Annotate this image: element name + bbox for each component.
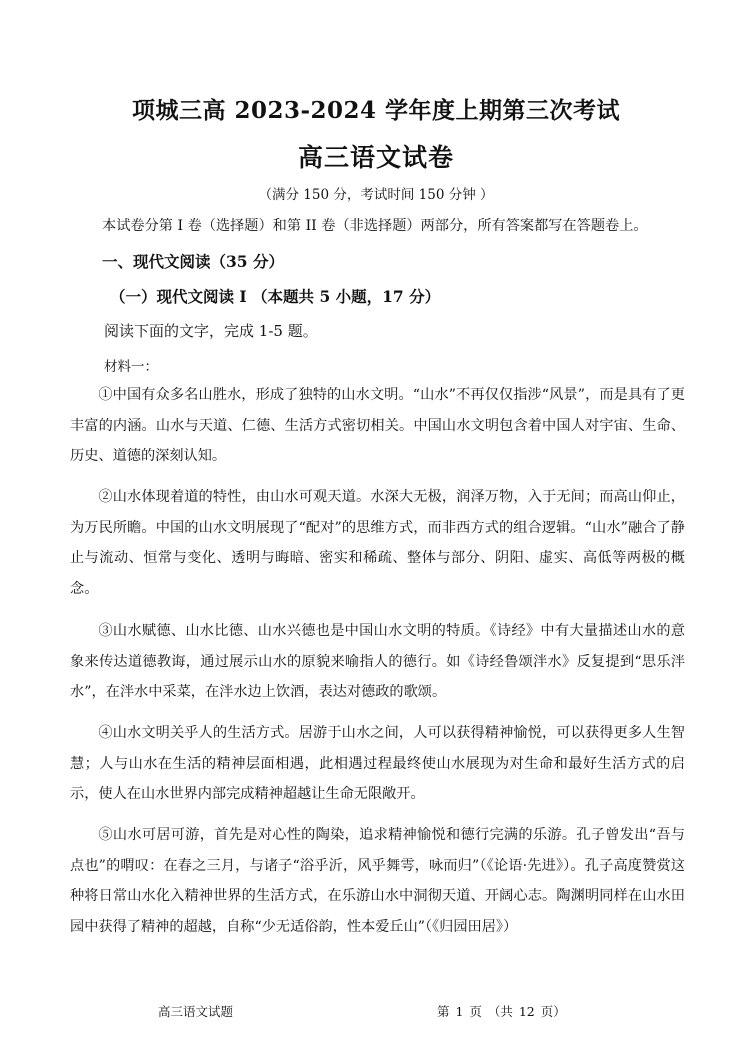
- section-heading: 一、现代文阅读（35 分）: [102, 252, 284, 271]
- paragraph-2: ②山水体现着道的特性，由山水可观天道。水深大无极，润泽万物，入于无间；而高山仰止，为万民所瞻。中国的山水文明展现了“配对”的思维方式，而非西方式的组合逻辑。“山水”融合了静止与流动、恒常与变化、透明与晦暗、密实和稀疏、整体与部分、阴阳、虚实、高低等两极的概念。: [70, 489, 685, 597]
- paragraph-1: ①中国有众多名山胜水，形成了独特的山水文明。“山水”不再仅仅指涉“风景”，而是具有了更丰富的内涵。山水与天道、仁德、生活方式密切相关。中国山水文明包含着中国人对宇宙、生命、历史、道德的深刻认知。: [70, 387, 685, 464]
- footer-label: 高三语文试题: [158, 1004, 234, 1019]
- paragraph-4: ④山水文明关乎人的生活方式。居游于山水之间，人可以获得精神愉悦，可以获得更多人生智慧；人与山水在生活的精神层面相遇，此相遇过程最终使山水展现为对生命和最好生活方式的启示，使人在山水世界内部完成精神超越让生命无限敞开。: [70, 725, 685, 802]
- page-number: 第 1 页 （共 12 页）: [437, 1004, 566, 1019]
- exam-title: 项城三高 2023-2024 学年度上期第三次考试: [131, 97, 621, 124]
- exam-intro: 本试卷分第 I 卷（选择题）和第 II 卷（非选择题）两部分，所有答案都写在答题卷上。: [102, 218, 648, 234]
- paragraph-5: ⑤山水可居可游，首先是对心性的陶染，追求精神愉悦和德行完满的乐游。孔子曾发出“吾与点也”的喟叹：在春之三月，与诸子“浴乎沂，风乎舞雩，咏而归”（《论语·先进》）。孔子高度赞赏这种将日常山水化入精神世界的生活方式，在乐游山水中洞彻天道、开阔心志。陶渊明同样在山水田园中获得了精神的超越，自称“少无适俗韵，性本爱丘山”（《归园田居》）: [70, 827, 685, 935]
- subsection-heading: （一）现代文阅读 I （本题共 5 小题，17 分）: [110, 287, 441, 306]
- paragraph-3: ③山水赋德、山水比德、山水兴德也是中国山水文明的特质。《诗经》中有大量描述山水的意象来传达道德教诲，通过展示山水的原貌来喻指人的德行。如《诗经鲁颂泮水》反复提到“思乐泮水”，在泮水中采菜，在泮水边上饮酒，表达对德政的歌颂。: [70, 623, 685, 700]
- exam-subtitle: 高三语文试卷: [297, 143, 454, 172]
- reading-instruction: 阅读下面的文字，完成 1-5 题。: [104, 322, 318, 340]
- material-label: 材料一：: [104, 359, 158, 375]
- exam-note: （满分 150 分，考试时间 150 分钟 ）: [258, 187, 494, 203]
